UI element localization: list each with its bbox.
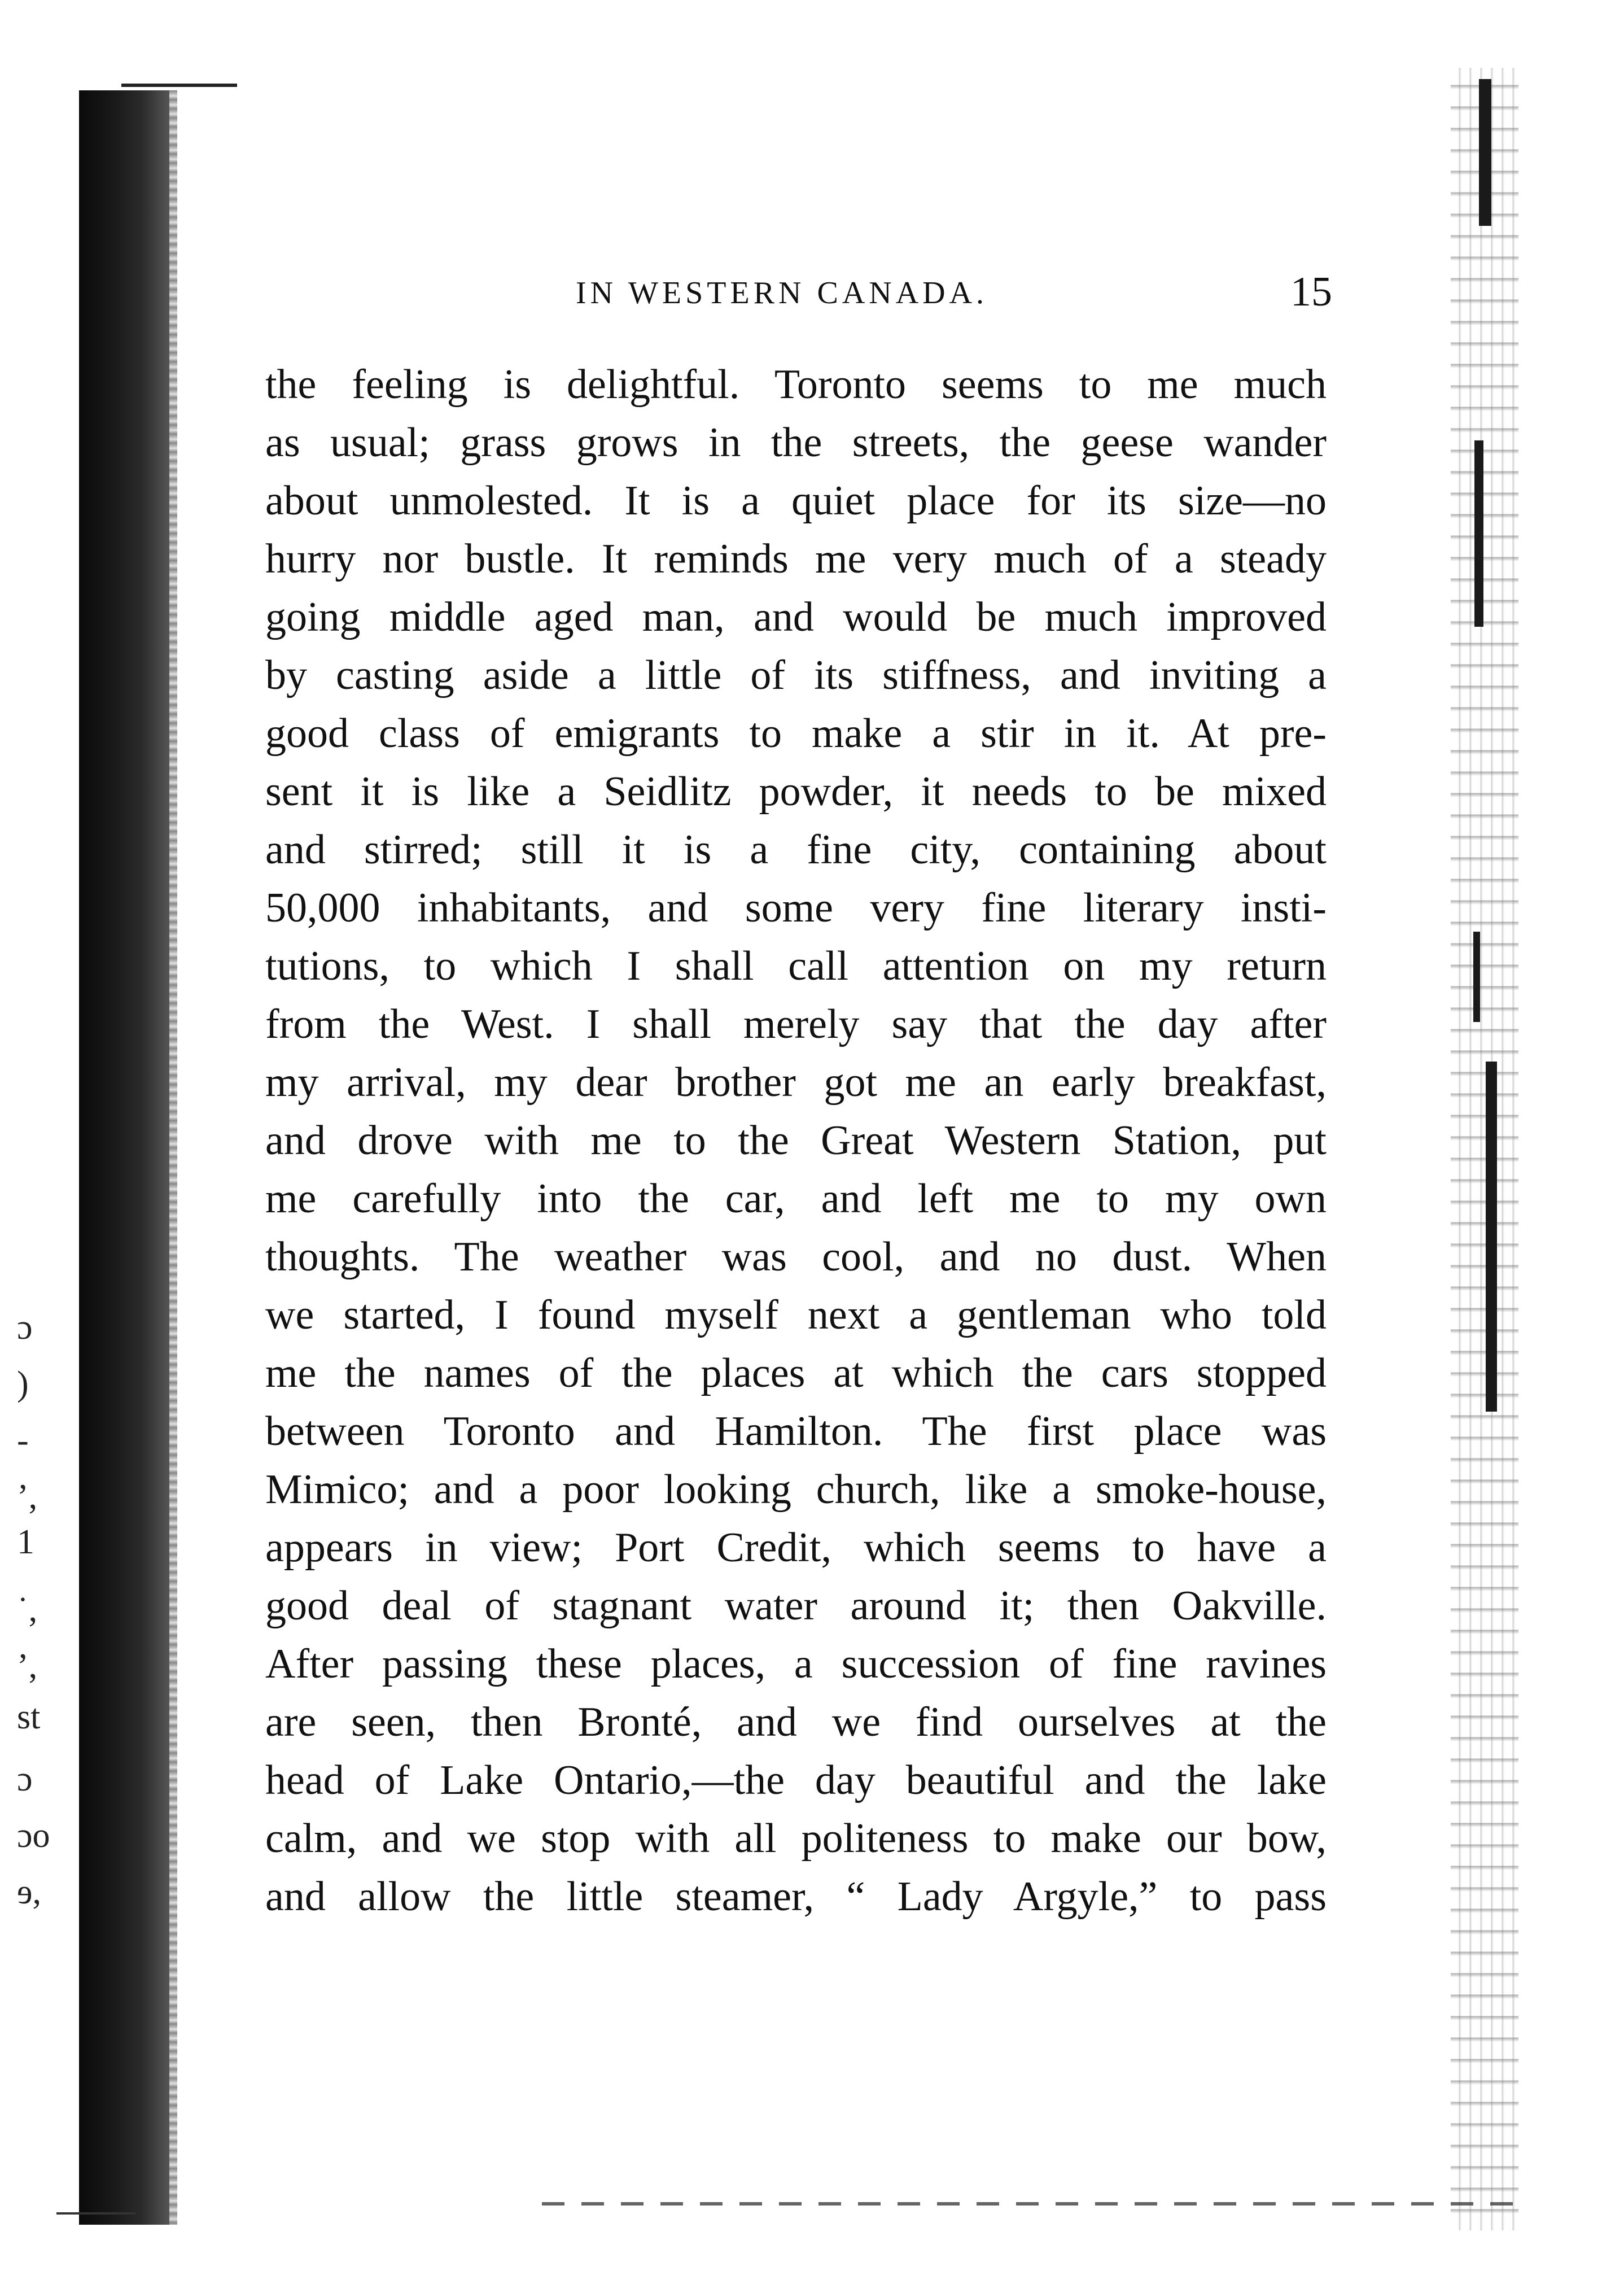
running-head: IN WESTERN CANADA. bbox=[576, 276, 988, 311]
facing-page-bar bbox=[1479, 79, 1491, 226]
text-line: the feeling is delightful. Toronto seems to me much bbox=[265, 361, 1327, 408]
bottom-edge-rule bbox=[56, 2212, 135, 2215]
facing-page-glyph: - bbox=[17, 1421, 29, 1460]
facing-page-glyph: ɔo bbox=[17, 1816, 50, 1855]
binding-shadow bbox=[79, 90, 169, 2225]
facing-page-glyph: ɔ bbox=[17, 1308, 33, 1347]
facing-page-bleed bbox=[1451, 68, 1518, 2230]
text-line: thoughts. The weather was cool, and no dust. When bbox=[265, 1234, 1327, 1280]
text-line: hurry nor bustle. It reminds me very much of a steady bbox=[265, 536, 1327, 582]
facing-page-glyph: st bbox=[17, 1698, 41, 1736]
facing-page-bar bbox=[1486, 1062, 1497, 1412]
text-line: as usual; grass grows in the streets, the geese wander bbox=[265, 420, 1327, 466]
facing-page-glyph: ʼ, bbox=[17, 1478, 38, 1516]
body-text bbox=[265, 356, 1327, 1926]
facing-page-glyph: ʼ, bbox=[17, 1647, 38, 1685]
text-line: my arrival, my dear brother got me an early breakfast, bbox=[265, 1059, 1327, 1106]
top-edge-rule bbox=[121, 84, 237, 87]
page-number: 15 bbox=[1290, 269, 1332, 315]
facing-page-glyph: ɔ bbox=[17, 1760, 33, 1798]
text-line: sent it is like a Seidlitz powder, it needs to be mixed bbox=[265, 768, 1327, 815]
text-line: appears in view; Port Credit, which seems to have a bbox=[265, 1525, 1327, 1571]
text-line: are seen, then Bronté, and we find ourselves at the bbox=[265, 1699, 1327, 1745]
bottom-edge-bleed bbox=[542, 2202, 1513, 2206]
facing-page-glyph: ) bbox=[17, 1365, 29, 1403]
text-line: 50,000 inhabitants, and some very fine literary insti- bbox=[265, 885, 1327, 931]
text-line: about unmolested. It is a quiet place for its size—no bbox=[265, 478, 1327, 524]
page-header bbox=[260, 268, 1332, 319]
text-line: from the West. I shall merely say that the day after bbox=[265, 1001, 1327, 1047]
text-line: going middle aged man, and would be much improved bbox=[265, 594, 1327, 640]
text-line: we started, I found myself next a gentleman who told bbox=[265, 1292, 1327, 1338]
text-line: between Toronto and Hamilton. The first place was bbox=[265, 1408, 1327, 1455]
facing-page-bar bbox=[1474, 440, 1483, 627]
text-line: me the names of the places at which the cars stopped bbox=[265, 1350, 1327, 1396]
text-line: tutions, to which I shall call attention on my return bbox=[265, 943, 1327, 989]
facing-page-glyph: ɘ, bbox=[17, 1873, 42, 1911]
text-line: by casting aside a little of its stiffness, and inviting a bbox=[265, 652, 1327, 698]
facing-page-glyph: ˙, bbox=[17, 1591, 38, 1629]
facing-page-glyph: 1 bbox=[17, 1523, 34, 1561]
text-line: good deal of stagnant water around it; then Oakville. bbox=[265, 1583, 1327, 1629]
text-line: and stirred; still it is a fine city, containing about bbox=[265, 827, 1327, 873]
text-line: and allow the little steamer, “ Lady Argyle,” to pass bbox=[265, 1873, 1327, 1920]
text-line: After passing these places, a succession of fine ravines bbox=[265, 1641, 1327, 1687]
text-line: good class of emigrants to make a stir in it. At pre- bbox=[265, 710, 1327, 757]
text-line: me carefully into the car, and left me to my own bbox=[265, 1176, 1327, 1222]
text-line: and drove with me to the Great Western Station, put bbox=[265, 1117, 1327, 1164]
binding-edge bbox=[169, 90, 177, 2225]
text-line: calm, and we stop with all politeness to make our bow, bbox=[265, 1815, 1327, 1862]
text-line: head of Lake Ontario,—the day beautiful and the lake bbox=[265, 1757, 1327, 1803]
facing-page-bar bbox=[1473, 932, 1480, 1022]
text-line: Mimico; and a poor looking church, like a smoke-house, bbox=[265, 1466, 1327, 1513]
